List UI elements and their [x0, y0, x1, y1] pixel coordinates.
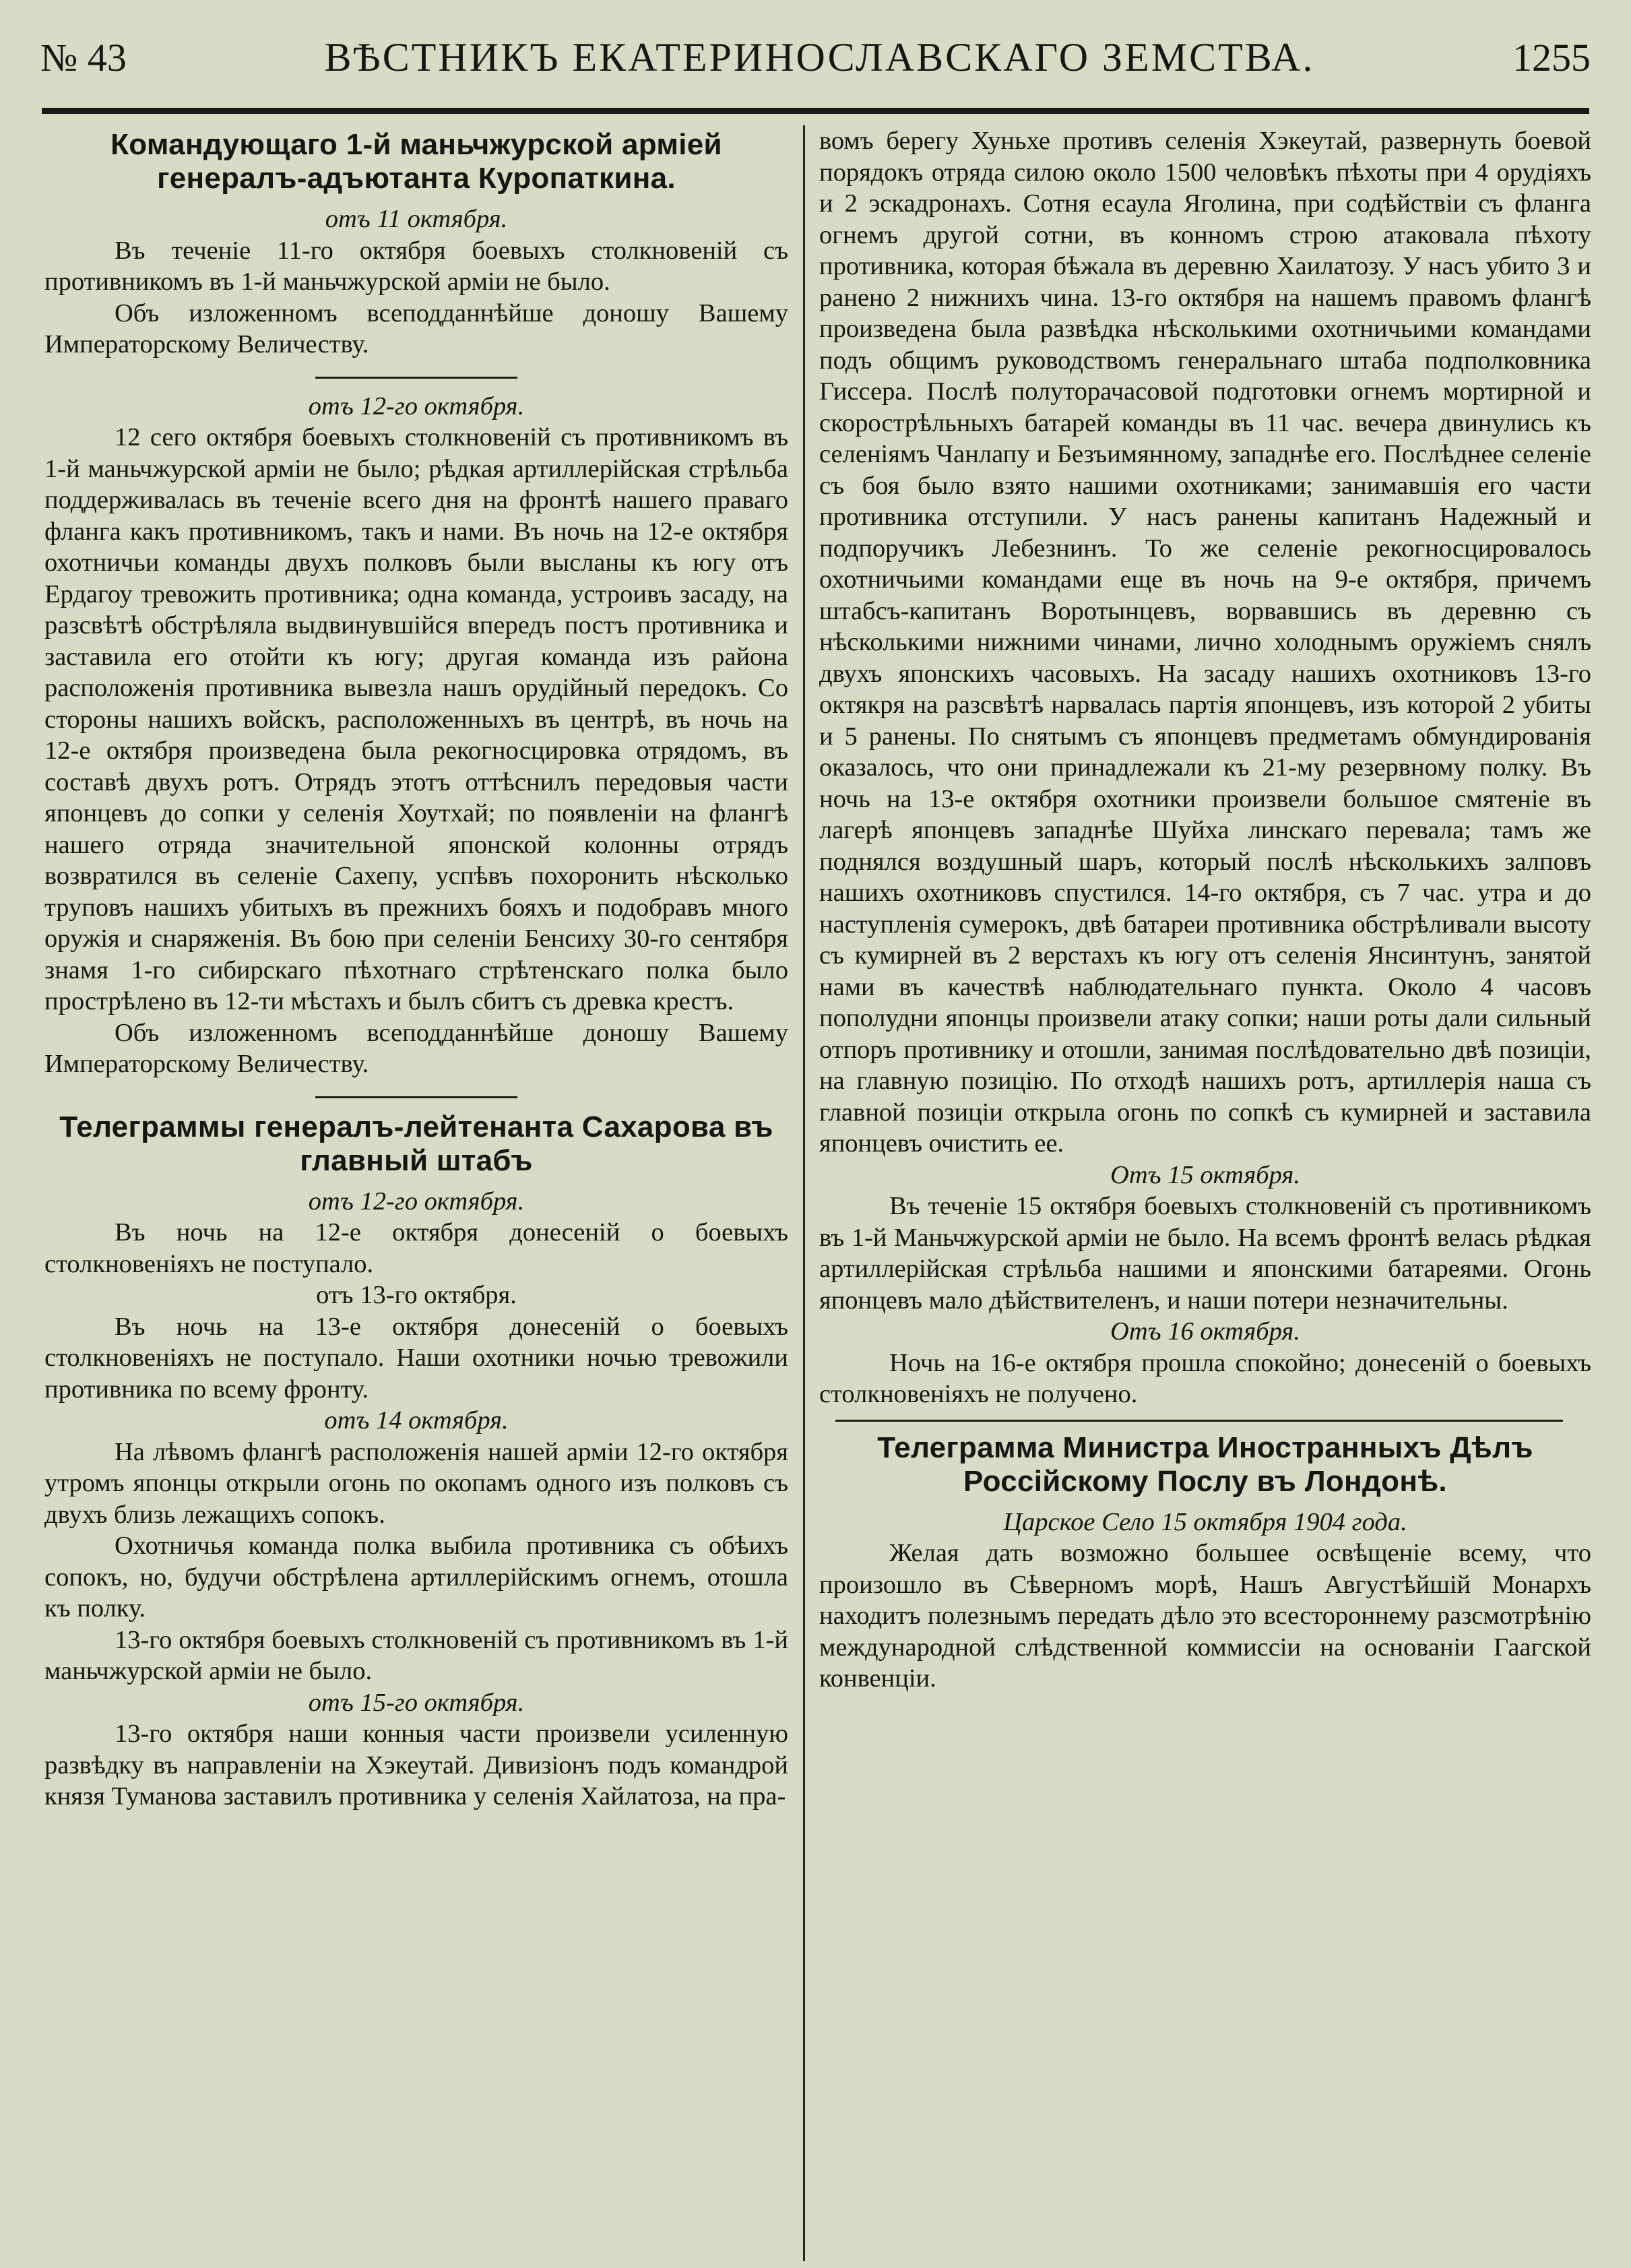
- paragraph: 12 сего октября боевыхъ столкновеній съ противникомъ въ 1-й маньчжурской арміи не было; рѣдкая артиллерійская стрѣльба поддерживалась въ теченіе всего дня на фронтѣ нашего праваго фланга какъ противникомъ, такъ и нами. Въ ночь на 12-е октября охотничьи команды двухъ полковъ были высланы къ югу отъ Ердагоу тревожить противника; одна команда, устроивъ засаду, на разсвѣтѣ обстрѣляла выдвинувшійся впередъ постъ противника и заставила его отойти къ югу; другая команда изъ района расположенія противника вывезла нашъ орудійный передокъ. Со стороны нашихъ войскъ, расположенныхъ въ центрѣ, въ ночь на 12-е октября произведена была рекогносцировка отрядомъ, въ составѣ двухъ ротъ. Отрядъ этотъ оттѣснилъ передовыя части японцевъ до сопки у селенія Хоутхай; по появленіи на флангѣ нашего отряда значительной японской колонны отрядъ возвратился въ селеніе Сахепу, успѣвъ похоронить нѣсколько труповъ нашихъ убитыхъ въ прежнихъ бояхъ и подобравъ много оружія и снаряженія. Въ бою при селеніи Бенсиху 30-го сентября знамя 1-го сибирскаго пѣхотнаго стрѣтенскаго полка было прострѣлено въ 12-ти мѣстахъ и былъ сбитъ съ древка крестъ.: [44, 423, 788, 1015]
- dateline: отъ 14 октября.: [324, 1406, 509, 1435]
- paragraph: Въ теченіе 11-го октября боевыхъ столкновеній съ противникомъ въ 1-й маньчжурской арміи не было.: [44, 236, 788, 296]
- paragraph: На лѣвомъ флангѣ расположенія нашей арміи 12-го октября утромъ японцы открыли огонь по окопамъ одного изъ полковъ съ двухъ близь лежащихъ сопокъ.: [44, 1437, 788, 1529]
- dateline: отъ 12-го октября.: [308, 1187, 525, 1216]
- divider: [835, 1420, 1563, 1422]
- left-column: [44, 125, 788, 2259]
- dateline: Царское Село 15 октября 1904 года.: [1003, 1507, 1407, 1536]
- dateline: отъ 11 октября.: [325, 205, 508, 233]
- paragraph: Ночь на 16-е октября прошла спокойно; донесеній о боевыхъ столкновеніяхъ не получено.: [819, 1348, 1591, 1408]
- page-number: 1255: [1512, 35, 1591, 80]
- paragraph: Объ изложенномъ всеподданнѣйше доношу Вашему Императорскому Величеству.: [44, 298, 788, 358]
- paragraph: Въ ночь на 12-е октября донесеній о боевыхъ столкновеніяхъ не поступало.: [44, 1218, 788, 1278]
- paragraph: вомъ берегу Хуньхе противъ селенія Хэкеутай, развернуть боевой порядокъ отряда силою около 1500 человѣкъ пѣхоты при 4 орудіяхъ и 2 эскадронахъ. Сотня есаула Яголина, при содѣйствіи съ фланга огнемъ другой сотни, въ конномъ строю атаковала пѣхоту противника, которая бѣжала въ деревню Хаилатозу. У насъ убито 3 и ранено 2 нижнихъ чина. 13-го октября на нашемъ правомъ флангѣ произведена была развѣдка нѣсколькими охотничьими командами подъ общимъ руководствомъ генеральнаго штаба подполковника Гиссера. Послѣ полуторачасовой подготовки огнемъ мортирной и скорострѣльныхъ батарей команды въ 11 час. вечера двинулись къ селеніямъ Чанлапу и Безъимянному, западнѣе его. Послѣднее селеніе съ боя было взято нашими охотниками; занимавшія его части противника отступили. У насъ ранены капитанъ Надежный и подпоручикъ Лебезнинъ. То же селеніе рекогносцировалось охотничьими командами еще въ ночь на 9-е октября, причемъ штабсъ-капитанъ Воротынцевъ, ворвавшись въ деревню съ нѣсколькими нижними чинами, лично холоднымъ оружіемъ снялъ двухъ японскихъ часовыхъ. На засаду нашихъ охотниковъ 13-го октякря на разсвѣтѣ нарвалась партія японцевъ, изъ которой 2 убиты и 5 ранены. По снятымъ съ японцевъ предметамъ обмундированія оказалось, что они принадлежали къ 21-му резервному полку. Въ ночь на 13-е октября охотники произвели большое смятеніе въ лагерѣ японцевъ западнѣе Шуйха линскаго перевала; тамъ же поднялся воздушный шаръ, который послѣ нѣсколькихъ залповъ нашихъ охотниковъ спустился. 14-го октября, съ 7 час. утра и до наступленія сумерокъ, двѣ батареи противника обстрѣливали высоту съ кумирней въ 2 верстахъ къ югу отъ селенія Янсинтунъ, занятой нами въ качествѣ наблюдательнаго пункта. Около 4 часовъ пополудни японцы произвели атаку сопки; наши роты дали сильный отпоръ противнику и отошли, занимая послѣдовательно двѣ позиціи, на главную позицію. По отходѣ нашихъ ротъ, артиллерія наша съ главной позиціи открыла огонь по сопкѣ съ кумирней и заставила японцевъ очистить ее.: [819, 127, 1591, 1158]
- paragraph: 13-го октября наши конныя части произвели усиленную развѣдку въ направленіи на Хэкеутай. Дивизіонъ подъ командрой князя Туманова заставилъ противника у селенія Хайлатоза, на пра-: [44, 1720, 788, 1810]
- divider: [315, 377, 517, 379]
- section-heading-kuropatkin: Командующаго 1-й маньчжурской арміей генералъ-адъютанта Куропаткина.: [110, 128, 722, 195]
- dateline: отъ 15-го октября.: [308, 1688, 525, 1717]
- journal-title: ВѢСТНИКЪ ЕКАТЕРИНОСЛАВСКАГО ЗЕМСТВА.: [324, 34, 1315, 80]
- right-column: [819, 125, 1591, 2259]
- header-rule: [42, 108, 1589, 114]
- dateline: Отъ 15 октября.: [1110, 1160, 1300, 1189]
- paragraph: Охотничья команда полка выбила противника съ обѣихъ сопокъ, но, будучи обстрѣлена артиллерійскимъ огнемъ, отошла къ полку.: [44, 1532, 788, 1623]
- column-divider: [803, 125, 805, 2261]
- dateline: отъ 12-го октября.: [308, 391, 525, 420]
- section-heading-foreign-minister: Телеграмма Министра Иностранныхъ Дѣлъ Россійскому Послу въ Лондонѣ.: [877, 1430, 1533, 1498]
- dateline: отъ 13-го октября.: [316, 1281, 517, 1309]
- page-header: [40, 13, 1591, 101]
- paragraph: Объ изложенномъ всеподданнѣйше доношу Вашему Императорскому Величеству.: [44, 1018, 788, 1078]
- paragraph: 13-го октября боевыхъ столкновеній съ противникомъ въ 1-й маньчжурской арміи не было.: [44, 1625, 788, 1685]
- paragraph: Въ ночь на 13-е октября донесеній о боевыхъ столкновеніяхъ не поступало. Наши охотники ночью тревожили противника по всему фронту.: [44, 1312, 788, 1404]
- paragraph: Въ теченіе 15 октября боевыхъ столкновеній съ противникомъ въ 1-й Маньчжурской арміи не было. На всемъ фронтѣ велась рѣдкая артиллерійская стрѣльба нашими и японскими батареями. Огонь японцевъ мало дѣйствителенъ, и наши потери незначительны.: [819, 1192, 1591, 1315]
- dateline: Отъ 16 октября.: [1110, 1317, 1300, 1346]
- issue-number: № 43: [40, 35, 127, 80]
- section-heading-sakharov: Телеграммы генералъ-лейтенанта Сахарова въ главный штабъ: [59, 1110, 773, 1177]
- divider: [315, 1096, 517, 1098]
- paragraph: Желая дать возможно большее освѣщеніе всему, что произошло въ Сѣверномъ морѣ, Нашъ Августѣйшій Монархъ находитъ полезнымъ передать дѣло это всестороннему разсмотрѣнію международной слѣдственной коммиссіи на основаніи Гаагской конвенціи.: [819, 1539, 1591, 1693]
